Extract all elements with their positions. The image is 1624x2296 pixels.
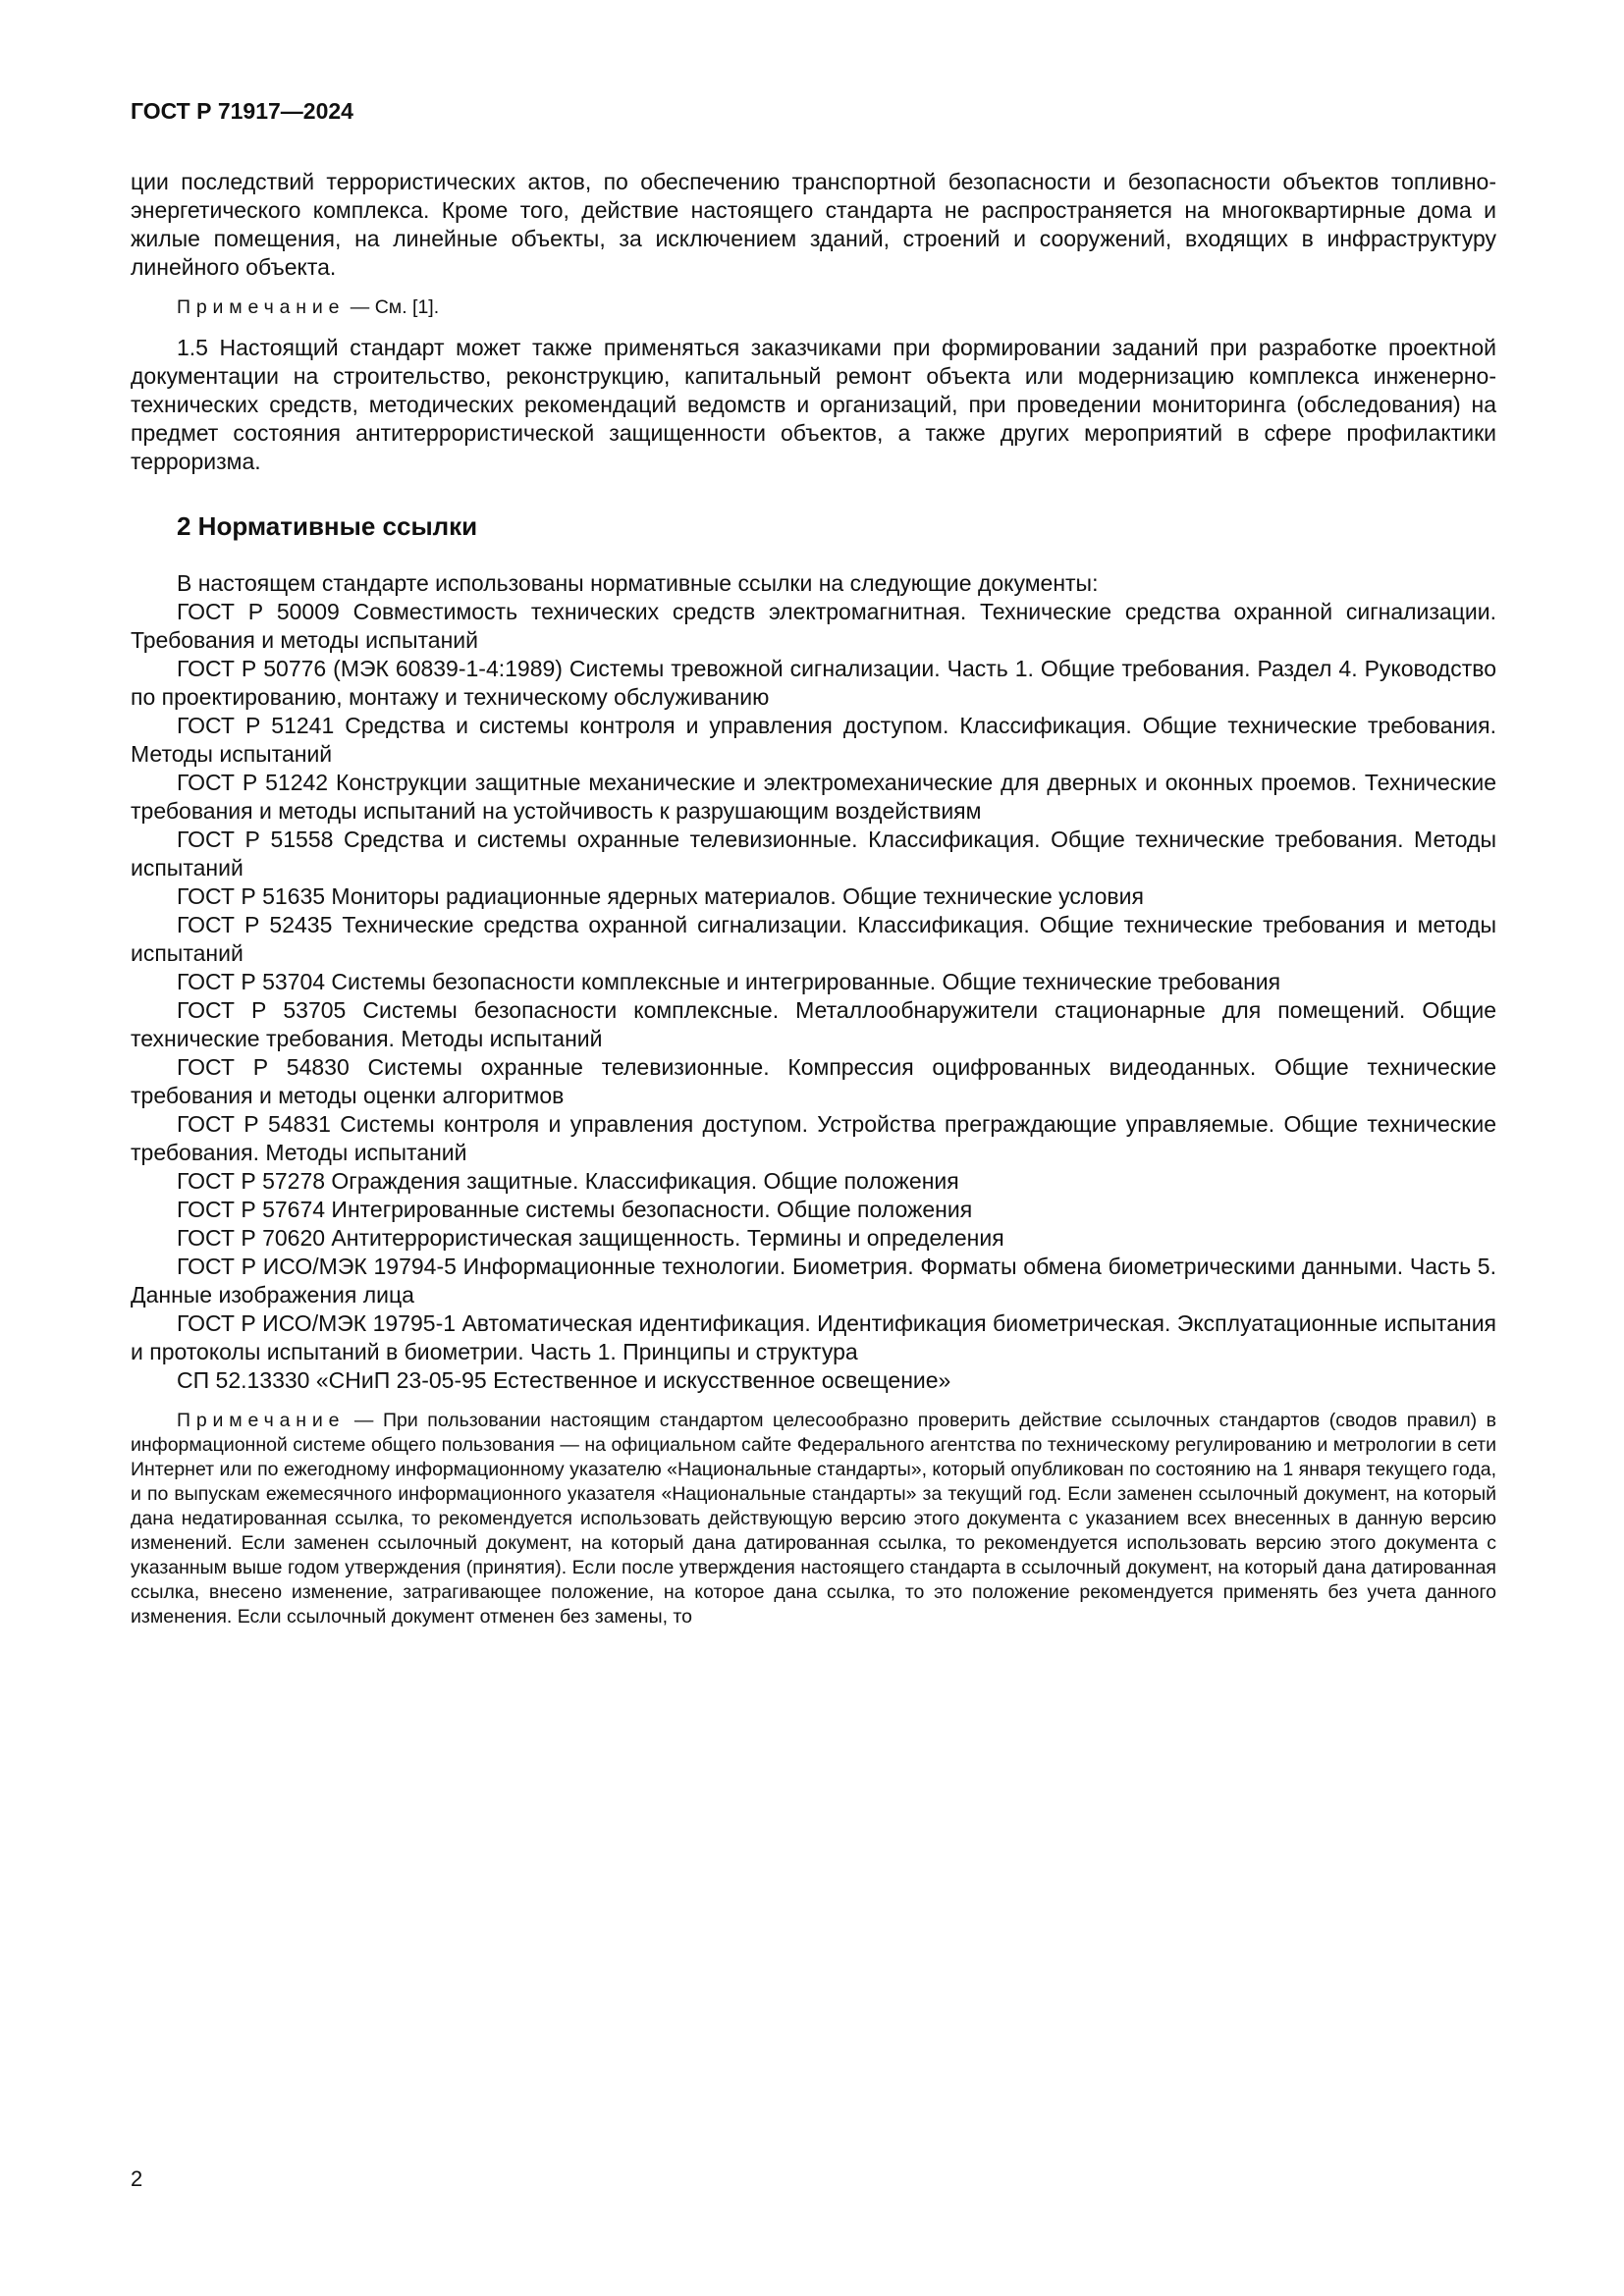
note-text: — См. [1]. bbox=[345, 296, 440, 318]
note-label: Примечание bbox=[177, 296, 346, 318]
reference-item: ГОСТ Р 51558 Средства и системы охранные телевизионные. Классификация. Общие технические требования. Методы испытаний bbox=[131, 827, 1496, 881]
reference-item: ГОСТ Р 51242 Конструкции защитные механические и электромеханические для дверных и оконных проемов. Технические требования и методы испытаний на устойчивость к разрушающим воздействиям bbox=[131, 770, 1496, 824]
note-references-usage bbox=[131, 1409, 1496, 1629]
page-content bbox=[131, 98, 1496, 1643]
reference-item: ГОСТ Р 70620 Антитеррористическая защищенность. Термины и определения bbox=[177, 1225, 1004, 1251]
reference-item: ГОСТ Р 57674 Интегрированные системы безопасности. Общие положения bbox=[177, 1197, 973, 1222]
section-2-title: 2 Нормативные ссылки bbox=[177, 511, 478, 541]
references-intro: В настоящем стандарте использованы нормативные ссылки на следующие документы: bbox=[177, 570, 1099, 596]
reference-item: ГОСТ Р 51241 Средства и системы контроля и управления доступом. Классификация. Общие технические требования. Методы испытаний bbox=[131, 713, 1496, 767]
reference-item: СП 52.13330 «СНиП 23-05-95 Естественное и искусственное освещение» bbox=[177, 1367, 951, 1393]
note-label: Примечание bbox=[177, 1410, 346, 1431]
reference-item: ГОСТ Р 54831 Системы контроля и управления доступом. Устройства преграждающие управляемые. Общие технические требования. Методы испытаний bbox=[131, 1111, 1496, 1165]
reference-item: ГОСТ Р 51635 Мониторы радиационные ядерных материалов. Общие технические условия bbox=[177, 883, 1144, 909]
reference-item: ГОСТ Р 53705 Системы безопасности комплексные. Металлообнаружители стационарные для помещений. Общие технические требования. Методы испытаний bbox=[131, 997, 1496, 1051]
reference-item: ГОСТ Р 53704 Системы безопасности комплексные и интегрированные. Общие технические требования bbox=[177, 969, 1281, 994]
reference-item: ГОСТ Р 50776 (МЭК 60839-1-4:1989) Системы тревожной сигнализации. Часть 1. Общие требования. Раздел 4. Руководство по проектированию, монтажу и техническому обслуживанию bbox=[131, 656, 1496, 710]
reference-item: ГОСТ Р 50009 Совместимость технических средств электромагнитная. Технические средства охранной сигнализации. Требования и методы испытаний bbox=[131, 599, 1496, 653]
reference-item: ГОСТ Р ИСО/МЭК 19794-5 Информационные технологии. Биометрия. Форматы обмена биометрическими данными. Часть 5. Данные изображения лица bbox=[131, 1254, 1496, 1308]
paragraph-1-5: 1.5 Настоящий стандарт может также применяться заказчиками при формировании заданий при разработке проектной документации на строительство, реконструкцию, капитальный ремонт объекта или модернизацию комплекса инженерно-технических средств, методических рекомендаций ведомств и организаций, при проведении мониторинга (обследования) на предмет состояния антитеррористической защищенности объектов, а также других мероприятий в сфере профилактики терроризма. bbox=[131, 335, 1496, 474]
reference-item: ГОСТ Р 52435 Технические средства охранной сигнализации. Классификация. Общие технические требования и методы испытаний bbox=[131, 912, 1496, 966]
paragraph-continuation: ции последствий террористических актов, по обеспечению транспортной безопасности и безопасности объектов топливно-энергетического комплекса. Кроме того, действие настоящего стандарта не распространяется на многоквартирные дома и жилые помещения, на линейные объекты, за исключением зданий, строений и сооружений, входящих в инфраструктуру линейного объекта. bbox=[131, 169, 1496, 280]
reference-item: ГОСТ Р ИСО/МЭК 19795-1 Автоматическая идентификация. Идентификация биометрическая. Эксплуатационные испытания и протоколы испытаний в биометрии. Часть 1. Принципы и структура bbox=[131, 1310, 1496, 1364]
note-text: — При пользовании настоящим стандартом целесообразно проверить действие ссылочных стандартов (сводов правил) в информационной системе общего пользования — на официальном сайте Федерального агентства по техническому регулированию и метрологии в сети Интернет или по ежегодному информационному указателю «Национальные стандарты», который опубликован по состоянию на 1 января текущего года, и по выпускам ежемесячного информационного указателя «Национальные стандарты» за текущий год. Если заменен ссылочный документ, на который дана недатированная ссылка, то рекомендуется использовать действующую версию этого документа с указанием всех внесенных в данную версию изменений. Если заменен ссылочный документ, на который дана датированная ссылка, то рекомендуется использовать версию этого документа с указанным выше годом утверждения (принятия). Если после утверждения настоящего стандарта в ссылочный документ, на который дана датированная ссылка, внесено изменение, затрагивающее положение, на которое дана ссылка, то это положение рекомендуется применять без учета данного изменения. Если ссылочный документ отменен без замены, то bbox=[131, 1410, 1496, 1628]
reference-item: ГОСТ Р 57278 Ограждения защитные. Классификация. Общие положения bbox=[177, 1168, 959, 1194]
running-header-doc-code: ГОСТ Р 71917—2024 bbox=[131, 98, 353, 124]
normative-references-list bbox=[131, 569, 1496, 1395]
note-see-ref bbox=[131, 295, 1496, 320]
reference-item: ГОСТ Р 54830 Системы охранные телевизионные. Компрессия оцифрованных видеоданных. Общие технические требования и методы оценки алгоритмов bbox=[131, 1054, 1496, 1108]
page-number: 2 bbox=[131, 2166, 143, 2191]
